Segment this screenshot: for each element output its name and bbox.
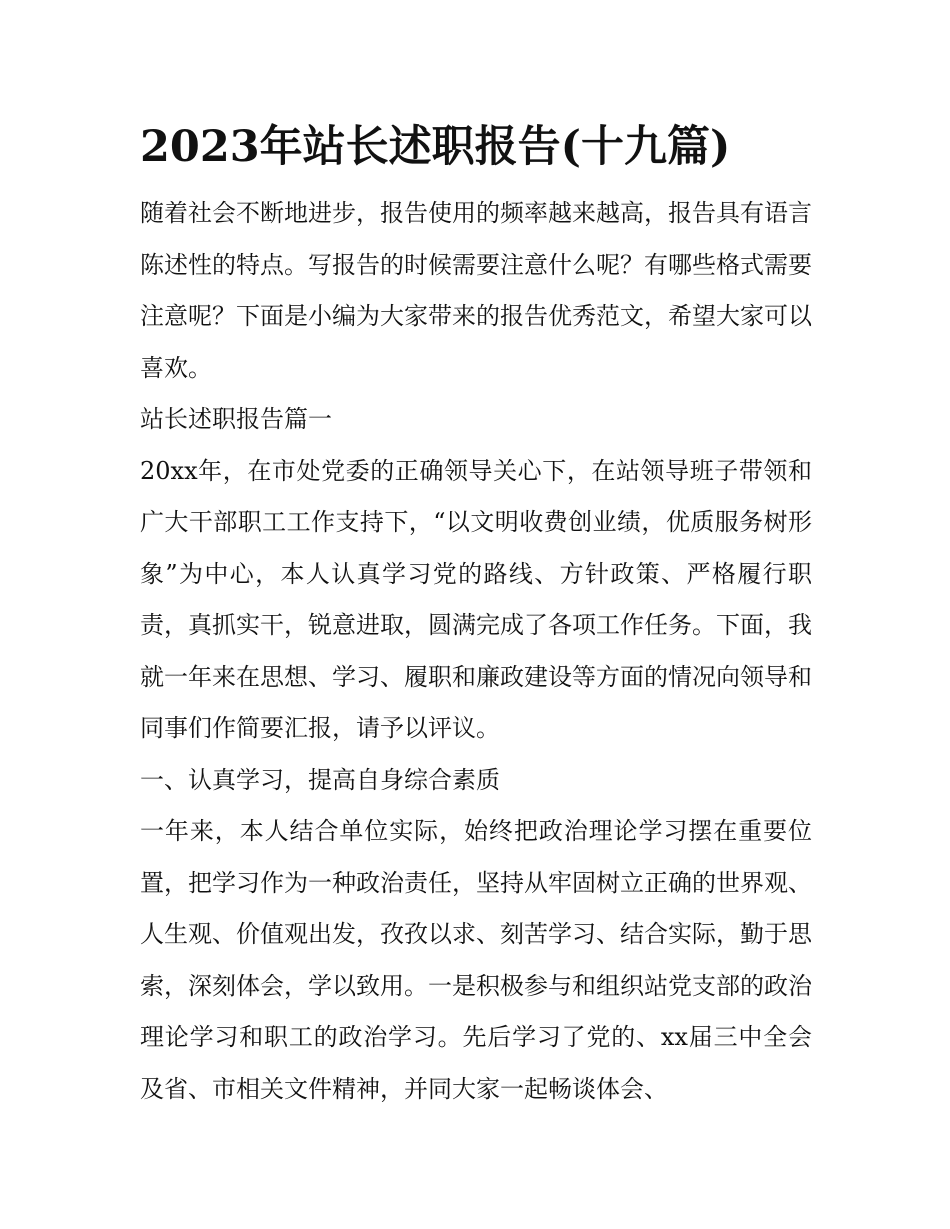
subheading-1: 一、认真学习，提高自身综合素质 <box>140 765 500 794</box>
document-title: 2023年站长述职报告(十九篇) <box>140 122 731 172</box>
intro-paragraph: 随着社会不断地进步，报告使用的频率越来越高，报告具有语言陈述性的特点。写报告的时候需要注意什么呢？有哪些格式需要注意呢？下面是小编为大家带来的报告优秀范文，希望大家可以喜欢。 <box>140 199 812 382</box>
section-heading: 站长述职报告篇一 <box>140 405 332 433</box>
body-paragraph-1: 20xx年，在市处党委的正确领导关心下，在站领导班子带领和广大干部职工工作支持下，“以文明收费创业绩，优质服务树形象”为中心，本人认真学习党的路线、方针政策、严格履行职责，真抓实干，锐意进取，圆满完成了各项工作任务。下面，我就一年来在思想、学习、履职和廉政建设等方面的情况向领导和同事们作简要汇报，请予以评议。 <box>140 456 812 742</box>
body-paragraph-2: 一年来，本人结合单位实际，始终把政治理论学习摆在重要位置，把学习作为一种政治责任，坚持从牢固树立正确的世界观、人生观、价值观出发，孜孜以求、刻苦学习、结合实际，勤于思索，深刻体会，学以致用。一是积极参与和组织站党支部的政治理论学习和职工的政治学习。先后学习了党的、xx届三中全会及省、市相关文件精神，并同大家一起畅谈体会、 <box>140 817 812 1103</box>
document-page <box>140 112 812 1115</box>
